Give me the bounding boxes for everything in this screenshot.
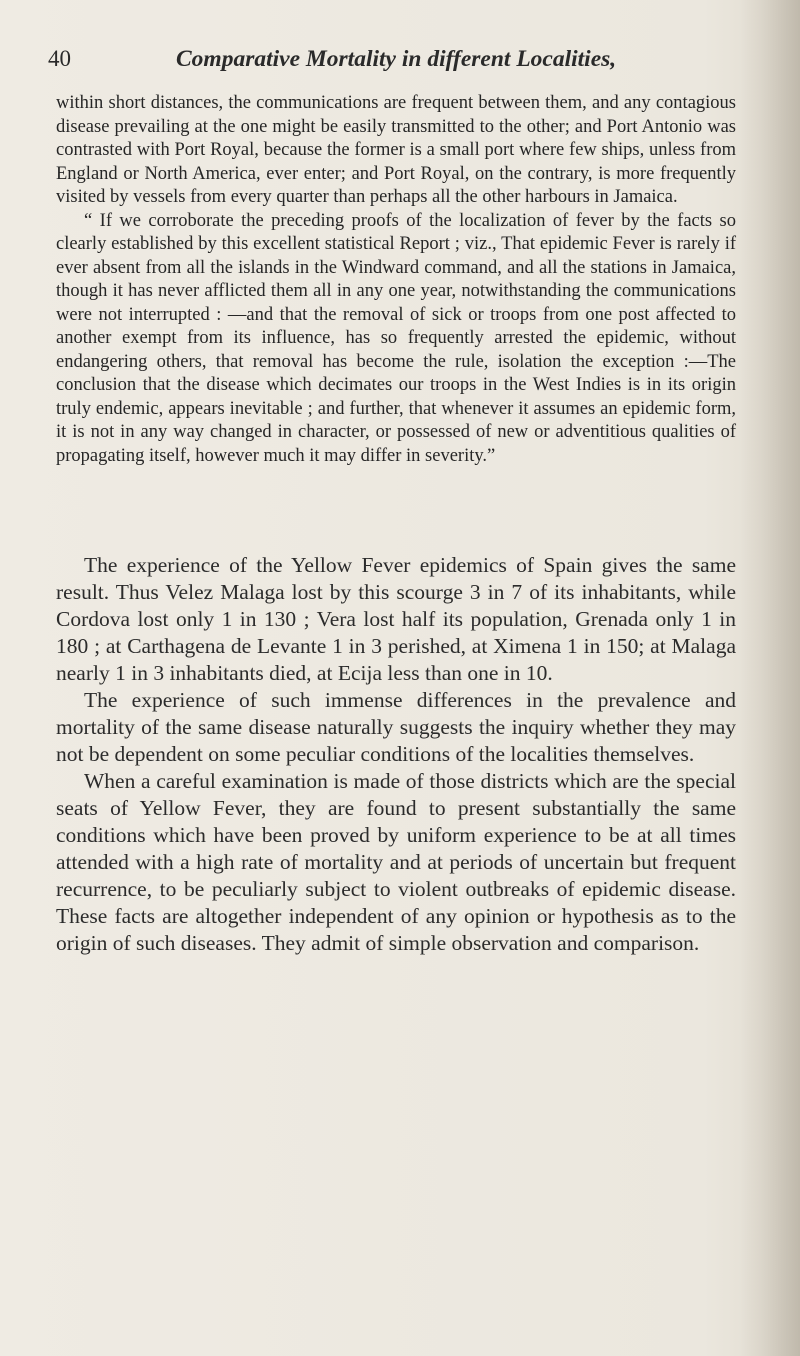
page-edge-shadow (740, 0, 800, 1356)
quote-paragraph-2: “ If we corroborate the preceding proofs of the localization of fever by the facts so clearly established by this excellent statistical Report ; viz., That epidemic Fever is rarely if ever absent from all the islands in the Windward command, and all the stations in Jamaica, though it has never afflicted them all in any one year, notwithstanding the communications were not interrupted : —and that the removal of sick or troops from one post affected to another exempt from its influence, has so frequently arrested the epidemic, without endangering others, that removal has become the rule, isolation the exception :—The conclusion that the disease which decimates our troops in the West Indies is in its origin truly endemic, appears inevitable ; and further, that whenever it assumes an epidemic form, it is not in any way changed in character, or possessed of new or adventitious qualities of propagating itself, however much it may differ in severity.” (56, 210, 736, 466)
page-number: 40 (48, 46, 71, 71)
page-header (48, 46, 748, 86)
body-paragraph-1: The experience of the Yellow Fever epidemics of Spain gives the same result. Thus Velez Malaga lost by this scourge 3 in 7 of its inhabitants, while Cordova lost only 1 in 130 ; Vera lost half its population, Grenada only 1 in 180 ; at Carthagena de Levante 1 in 3 perished, at Ximena 1 in 150; at Malaga nearly 1 in 3 inhabitants died, at Ecija less than one in 10. (56, 553, 736, 685)
quoted-passage (56, 92, 736, 468)
body-paragraph-3: When a careful examination is made of those districts which are the special seats of Yellow Fever, they are found to present substantially the same conditions which have been proved by uniform experience to be at all times attended with a high rate of mortality and at periods of uncertain but frequent recurrence, to be peculiarly subject to violent outbreaks of epidemic disease. These facts are altogether independent of any opinion or hypothesis as to the origin of such diseases. They admit of simple observation and comparison. (56, 769, 736, 955)
main-text (56, 552, 736, 957)
quote-paragraph-1: within short distances, the communications are frequent between them, and any contagious disease prevailing at the one might be easily transmitted to the other; and Port Antonio was contrasted with Port Royal, because the former is a small port where few ships, unless from England or North America, ever enter; and Port Royal, on the contrary, is more frequently visited by vessels from every quarter than perhaps all the other harbours in Jamaica. (56, 93, 736, 207)
body-paragraph-2: The experience of such immense differences in the prevalence and mortality of the same disease naturally suggests the inquiry whether they may not be dependent on some peculiar conditions of the localities themselves. (56, 688, 736, 766)
running-head: Comparative Mortality in different Localities, (176, 46, 617, 72)
